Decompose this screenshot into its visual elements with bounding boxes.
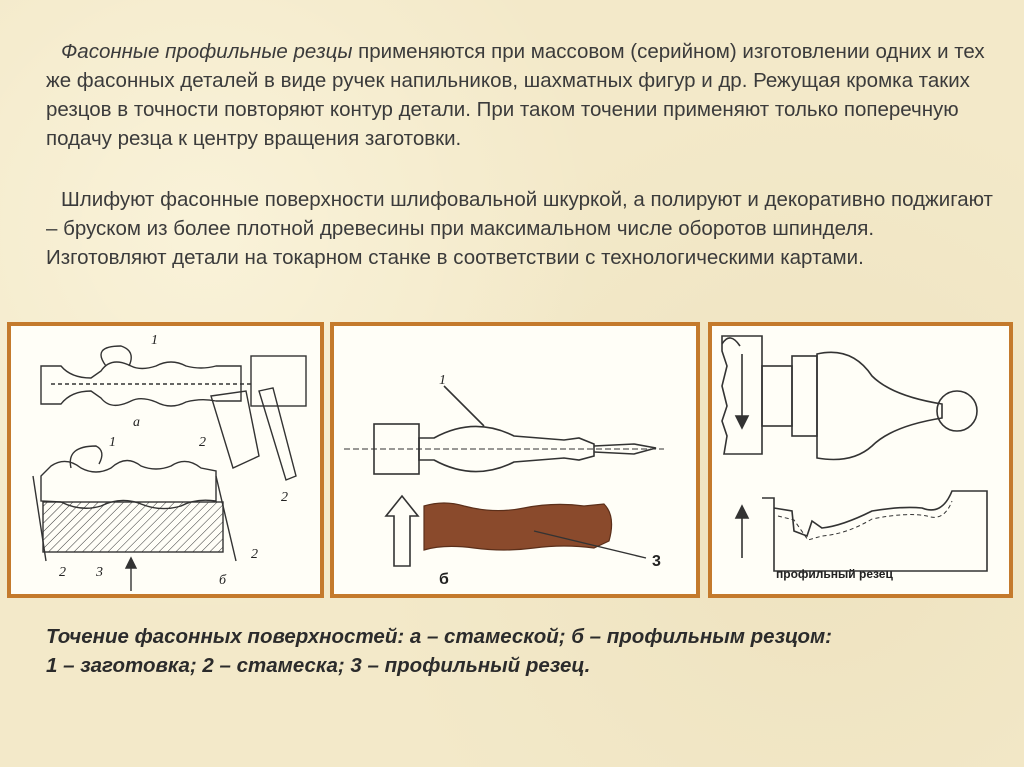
paragraph-text: применяются при массовом (серийном) изготовлении одних и тех же фасонных деталей в виде ручек напильников, шахматных фигур и др. Режущая кромка таких резцов в точности повторяют контур детали. При таком точении применяют только поперечную подачу резца к центру вращения заготовки. <box>46 40 985 150</box>
headstock <box>251 356 306 406</box>
label-3: 3 <box>96 565 103 580</box>
label-2-mid: 2 <box>199 435 206 450</box>
label-1-low: 1 <box>109 435 116 450</box>
paragraph-grinding <box>46 185 996 272</box>
down-arrow-head <box>736 416 748 428</box>
figure-profile-cutter-turning <box>330 322 700 598</box>
figure-caption-line-1: Точение фасонных поверхностей: а – стамеской; б – профильным резцом: <box>46 625 833 648</box>
spindle <box>762 366 792 426</box>
feed-arrow <box>386 496 418 566</box>
chisel-1 <box>211 391 259 468</box>
label-3: 3 <box>652 553 661 570</box>
label-b: б <box>219 573 227 588</box>
workpiece-ball <box>937 391 977 431</box>
label-1: 1 <box>439 373 446 388</box>
label-2-low-right: 2 <box>251 547 258 562</box>
rotation-arrow <box>722 338 740 346</box>
figure-a-drawing <box>11 326 320 594</box>
profile-cutter-outline <box>762 491 987 571</box>
workpiece-taper <box>817 352 942 459</box>
collar <box>792 356 817 436</box>
up-arrow-head <box>736 506 748 518</box>
figure-c-drawing <box>712 326 1009 594</box>
italic-term: Фасонные профильные резцы <box>61 40 353 63</box>
figure-profile-cutter-shape <box>708 322 1013 598</box>
label-b: б <box>439 571 449 588</box>
paragraph-text: Шлифуют фасонные поверхности шлифовальной шкуркой, а полируют и декоративно поджигают – бруском из более плотной древесины при максимальном числе оборотов шпинделя. Изготовляют детали на токарном станке в соответствии с технологическими картами. <box>46 188 993 269</box>
label-1-top: 1 <box>151 333 158 348</box>
figure-b-drawing <box>334 326 696 594</box>
rotation-arrow <box>101 346 131 366</box>
feed-arrow-head <box>126 558 136 568</box>
label-a: а <box>133 415 140 430</box>
workpiece-upper <box>41 362 241 406</box>
chisel-2 <box>259 388 296 480</box>
leader-1 <box>444 386 484 426</box>
figure-caption-line-2: 1 – заготовка; 2 – стамеска; 3 – профильный резец. <box>46 654 591 677</box>
label-profile-cutter: профильный резец <box>776 567 893 581</box>
label-2-left: 2 <box>59 565 66 580</box>
figure-chisel-turning <box>7 322 324 598</box>
paragraph-profile-cutters <box>46 37 996 153</box>
profile-cutter <box>43 502 223 552</box>
label-2-right: 2 <box>281 490 288 505</box>
